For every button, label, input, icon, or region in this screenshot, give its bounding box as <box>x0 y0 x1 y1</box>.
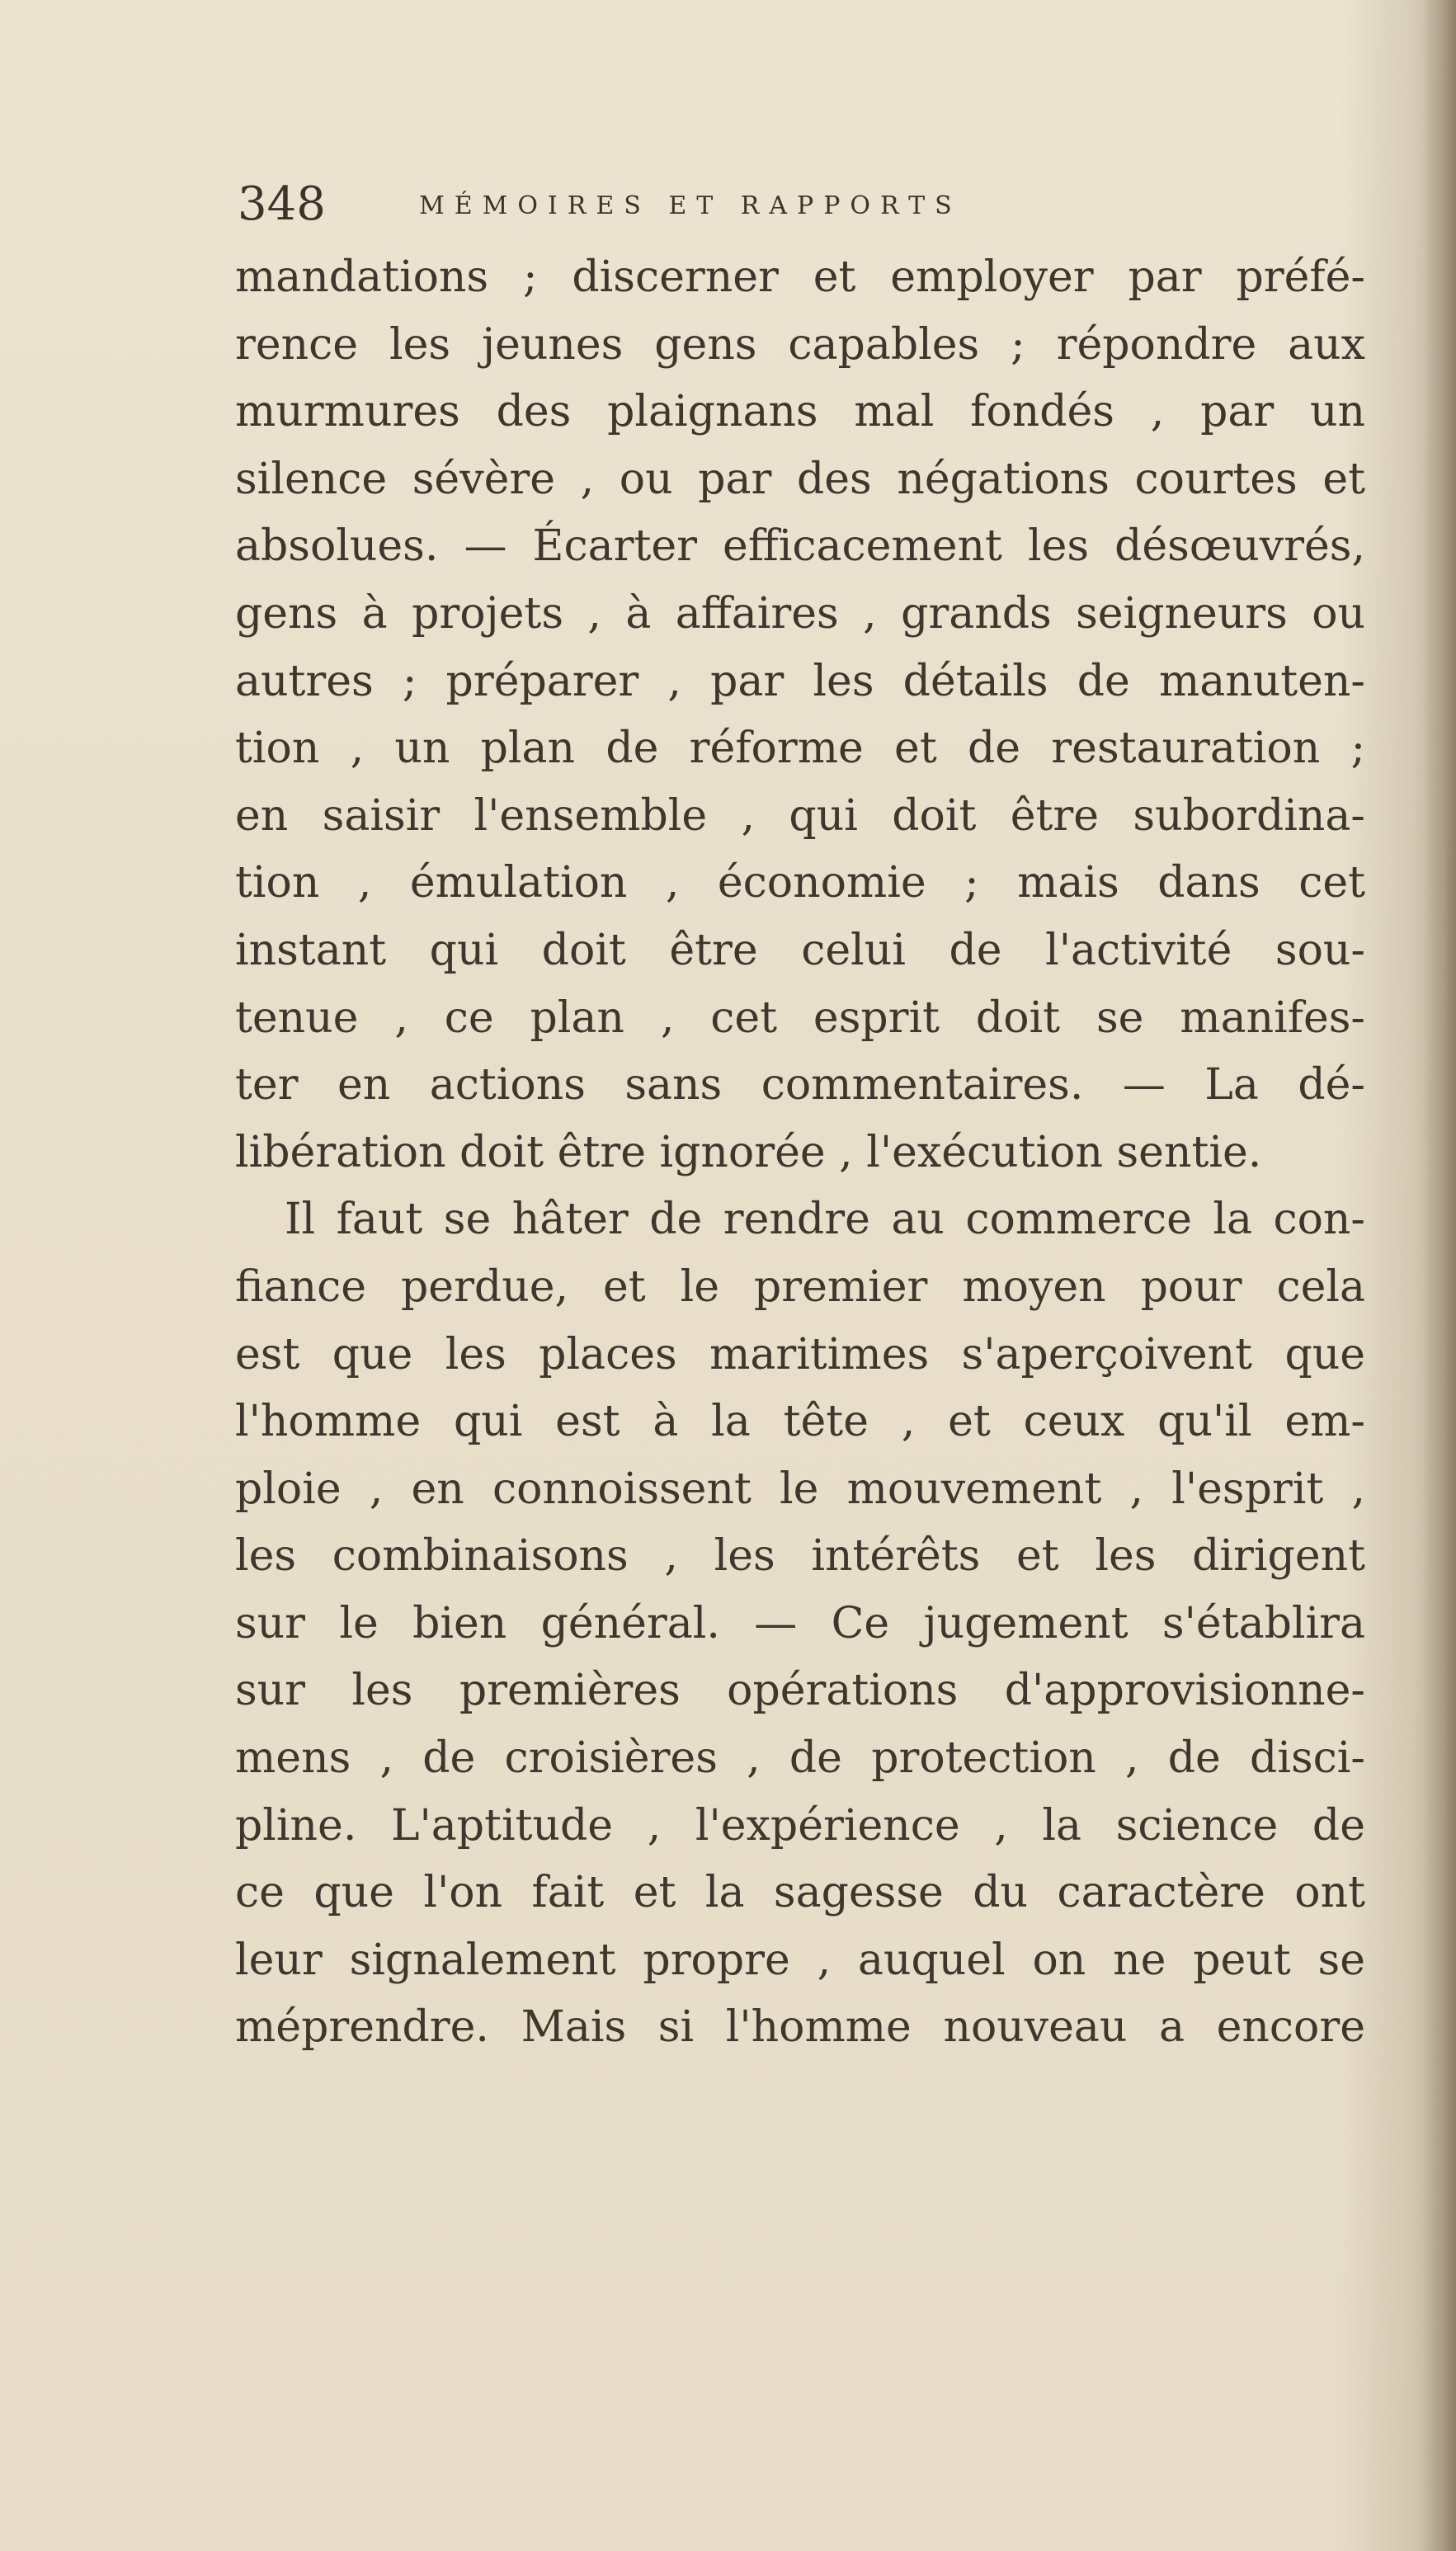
text-line: ploie , en connoissent le mouvement , l'esprit , <box>235 1464 1365 1514</box>
text-line: méprendre. Mais si l'homme nouveau a encore <box>235 2002 1365 2053</box>
page-number: 348 <box>238 177 326 231</box>
body-text <box>235 244 1365 2062</box>
page-header <box>238 172 1194 238</box>
text-line: rence les jeunes gens capables ; répondre aux <box>235 319 1365 370</box>
page-gutter-shadow <box>1423 0 1456 2551</box>
text-line: instant qui doit être celui de l'activité sou- <box>235 925 1365 975</box>
text-line: sur les premières opérations d'approvisionne- <box>235 1666 1365 1716</box>
text-line: sur le bien général. — Ce jugement s'établira <box>235 1598 1365 1648</box>
text-line: ter en actions sans commentaires. — La dé- <box>235 1060 1365 1110</box>
text-line: mens , de croisières , de protection , de disci- <box>235 1733 1365 1784</box>
text-line: mandations ; discerner et employer par préfé- <box>235 252 1365 302</box>
running-head: MÉMOIRES ET RAPPORTS <box>419 191 962 220</box>
text-line: libération doit être ignorée , l'exécution sentie. <box>235 1127 1262 1177</box>
text-line: les combinaisons , les intérêts et les dirigent <box>235 1531 1365 1582</box>
text-line: est que les places maritimes s'aperçoivent que <box>235 1329 1365 1379</box>
text-line: absolues. — Écarter efficacement les désœuvrés, <box>235 521 1365 572</box>
text-line: silence sévère , ou par des négations courtes et <box>235 454 1365 504</box>
text-line: murmures des plaignans mal fondés , par un <box>235 387 1365 437</box>
text-line: ce que l'on fait et la sagesse du caractère ont <box>235 1868 1365 1918</box>
text-line: fiance perdue, et le premier moyen pour cela <box>235 1261 1365 1312</box>
text-line: tion , émulation , économie ; mais dans cet <box>235 858 1365 908</box>
text-line: tenue , ce plan , cet esprit doit se manifes- <box>235 993 1365 1043</box>
text-line: Il faut se hâter de rendre au commerce la con- <box>285 1195 1365 1245</box>
text-line: gens à projets , à affaires , grands seigneurs ou <box>235 588 1365 639</box>
text-line: leur signalement propre , auquel on ne peut se <box>235 1935 1365 1985</box>
text-line: l'homme qui est à la tête , et ceux qu'il em- <box>235 1397 1365 1447</box>
text-line: en saisir l'ensemble , qui doit être subordina- <box>235 790 1365 841</box>
text-line: tion , un plan de réforme et de restauration ; <box>235 724 1365 774</box>
text-line: pline. L'aptitude , l'expérience , la science de <box>235 1800 1365 1851</box>
text-line: autres ; préparer , par les détails de manuten- <box>235 656 1365 706</box>
